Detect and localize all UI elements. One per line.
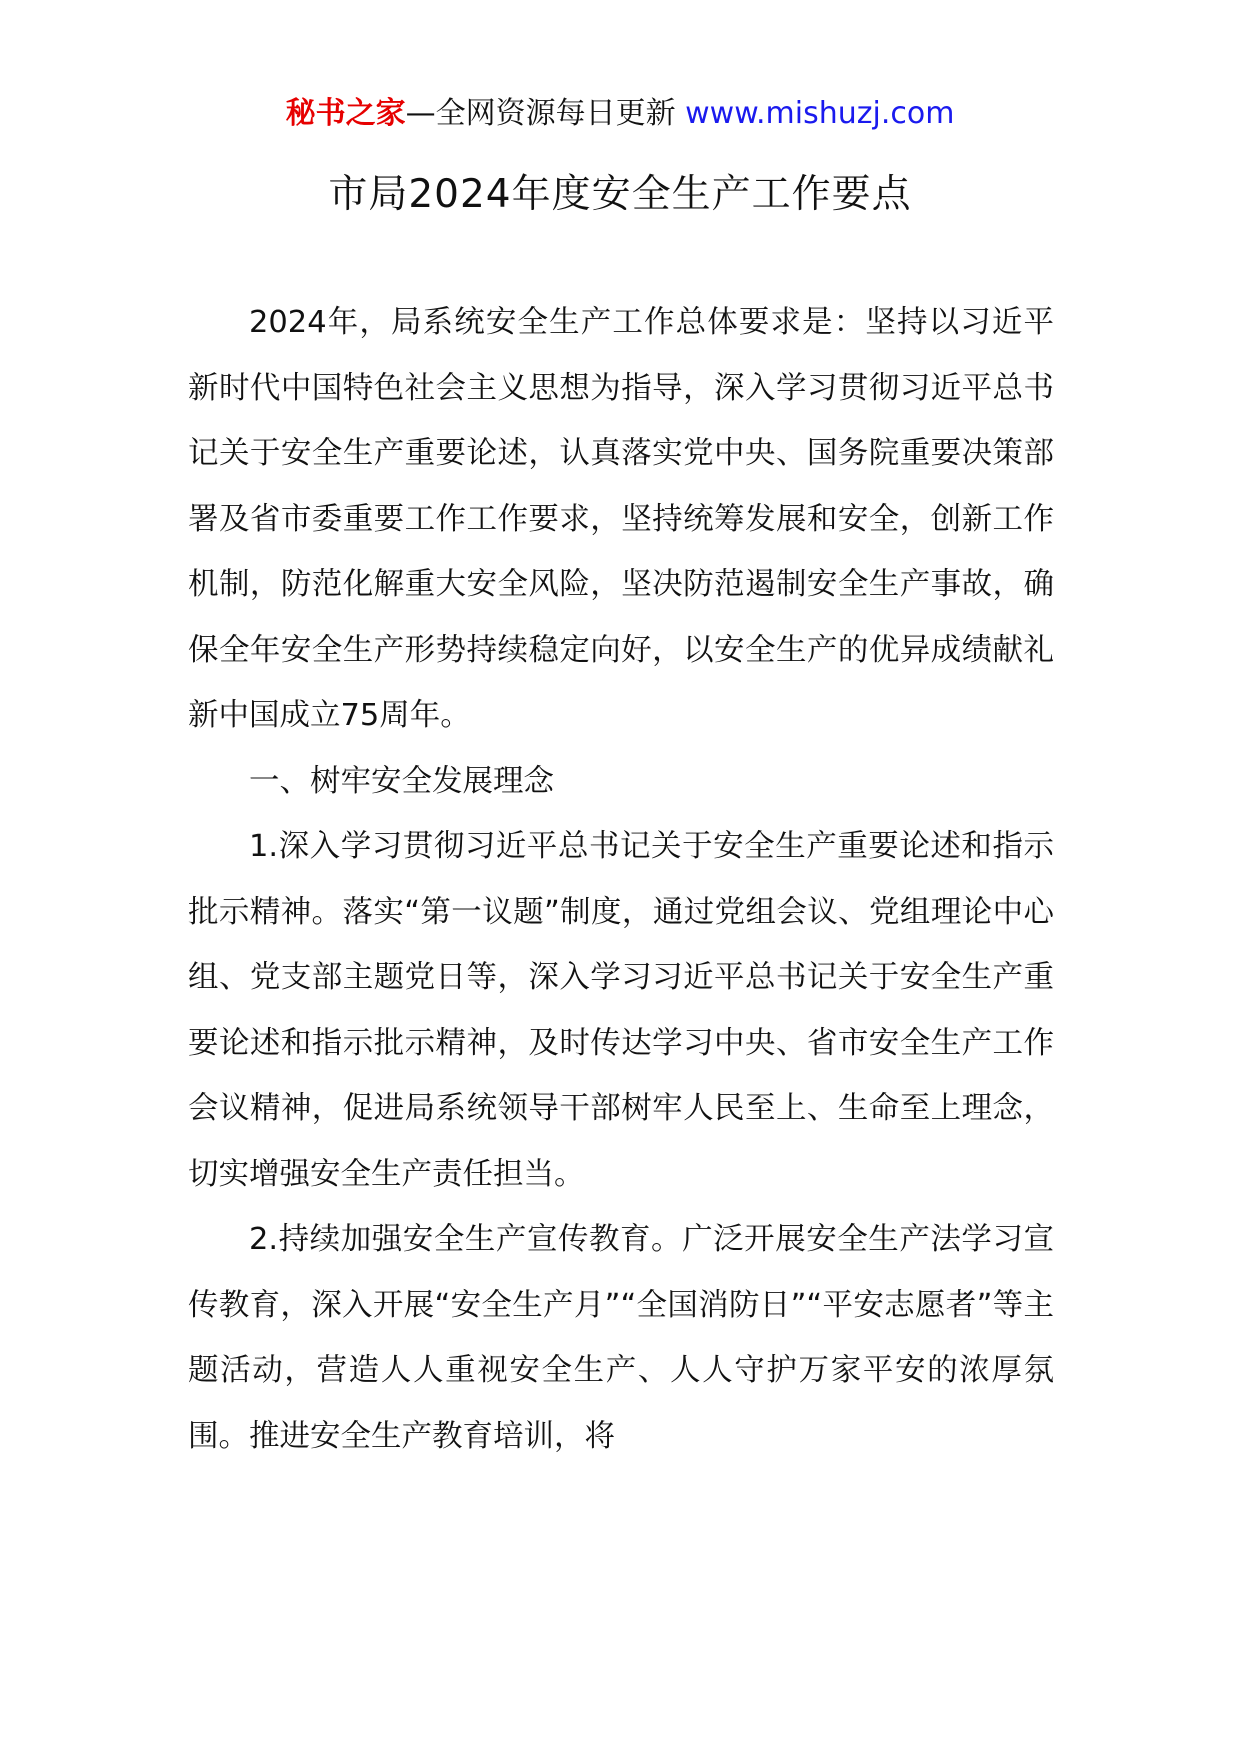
site-tagline: —全网资源每日更新 bbox=[405, 96, 676, 131]
site-url-link[interactable]: www.mishuzj.com bbox=[685, 96, 955, 131]
paragraph-item-1: 1.深入学习贯彻习近平总书记关于安全生产重要论述和指示批示精神。落实“第一议题”制度，通过党组会议、党组理论中心组、党支部主题党日等，深入学习习近平总书记关于安全生产重要论述和指示批示精神，及时传达学习中央、省市安全生产工作会议精神，促进局系统领导干部树牢人民至上、生命至上理念，切实增强安全生产责任担当。 bbox=[188, 829, 1054, 1192]
section-heading-1: 一、树牢安全发展理念 bbox=[249, 763, 554, 799]
document-body bbox=[188, 290, 1054, 1469]
paragraph-intro: 2024年，局系统安全生产工作总体要求是：坚持以习近平新时代中国特色社会主义思想为指导，深入学习贯彻习近平总书记关于安全生产重要论述，认真落实党中央、国务院重要决策部署及省市委重要工作工作要求，坚持统筹发展和安全，创新工作机制，防范化解重大安全风险，坚决防范遏制安全生产事故，确保全年安全生产形势持续稳定向好，以安全生产的优异成绩献礼新中国成立75周年。 bbox=[188, 305, 1054, 733]
site-brand-name: 秘书之家 bbox=[285, 96, 406, 131]
document-title: 市局2024年度安全生产工作要点 bbox=[328, 172, 912, 217]
paragraph-item-2: 2.持续加强安全生产宣传教育。广泛开展安全生产法学习宣传教育，深入开展“安全生产月”“全国消防日”“平安志愿者”等主题活动，营造人人重视安全生产、人人守护万家平安的浓厚氛围。推进安全生产教育培训，将 bbox=[188, 1222, 1054, 1454]
site-banner bbox=[0, 94, 1240, 134]
